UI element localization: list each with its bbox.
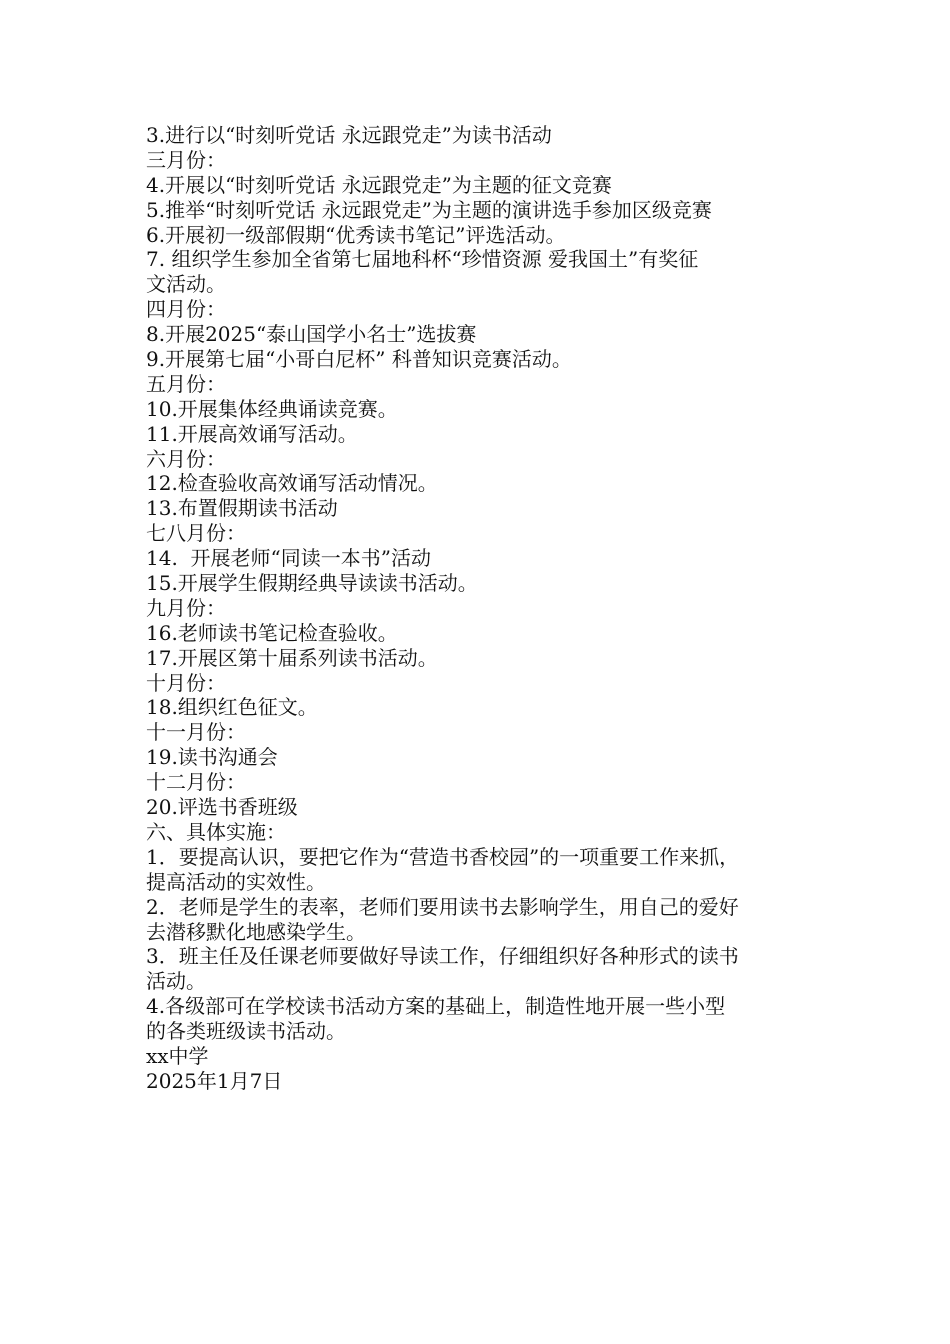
text-line: 十月份： [146, 670, 226, 695]
text-line: 3．班主任及任课老师要做好导读工作，仔细组织好各种形式的读书 [146, 944, 739, 969]
text-line: 7. 组织学生参加全省第七届地科杯“珍惜资源 爱我国土”有奖征 [146, 247, 699, 272]
text-line: 提高活动的实效性。 [146, 869, 326, 894]
text-line: 19.读书沟通会 [146, 745, 278, 770]
text-line: 14. 开展老师“同读一本书”活动 [146, 546, 431, 571]
text-line: 文活动。 [146, 272, 226, 297]
text-line: 七八月份： [146, 521, 246, 546]
text-line: 九月份： [146, 595, 226, 620]
text-line: 的各类班级读书活动。 [146, 1019, 346, 1044]
text-line: 4.开展以“时刻听党话 永远跟党走”为主题的征文竞赛 [146, 172, 612, 197]
text-line: 去潜移默化地感染学生。 [146, 919, 366, 944]
text-line: 5.推举“时刻听党话 永远跟党走”为主题的演讲选手参加区级竞赛 [146, 197, 712, 222]
text-line: 11.开展高效诵写活动。 [146, 421, 358, 446]
text-line: 4.各级部可在学校读书活动方案的基础上，制造性地开展一些小型 [146, 994, 726, 1019]
text-line: 2．老师是学生的表率，老师们要用读书去影响学生，用自己的爱好 [146, 894, 739, 919]
text-line: 六、具体实施： [146, 819, 286, 844]
document-body [146, 123, 826, 1094]
text-line: 9.开展第七届“小哥白尼杯” 科普知识竞赛活动。 [146, 347, 572, 372]
text-line: 10.开展集体经典诵读竞赛。 [146, 396, 398, 421]
text-line: 12.检查验收高效诵写活动情况。 [146, 471, 438, 496]
text-line: 1．要提高认识，要把它作为“营造书香校园”的一项重要工作来抓， [146, 844, 740, 869]
text-line: 三月份： [146, 147, 226, 172]
text-line: 3.进行以“时刻听党话 永远跟党走”为读书活动 [146, 123, 552, 147]
text-line: 15.开展学生假期经典导读读书活动。 [146, 571, 478, 596]
text-line: 2025年1月7日 [146, 1068, 283, 1093]
text-line: 六月份： [146, 446, 226, 471]
text-line: 四月份： [146, 297, 226, 322]
text-line: 五月份： [146, 371, 226, 396]
text-line: 活动。 [146, 969, 206, 994]
text-line: 6.开展初一级部假期“优秀读书笔记”评选活动。 [146, 222, 566, 247]
text-line: 20.评选书香班级 [146, 795, 298, 820]
text-line: 16.老师读书笔记检查验收。 [146, 620, 398, 645]
text-line: 17.开展区第十届系列读书活动。 [146, 645, 438, 670]
text-line: 13.布置假期读书活动 [146, 496, 338, 521]
text-line: 18.组织红色征文。 [146, 695, 318, 720]
text-line: xx中学 [146, 1043, 209, 1068]
text-line: 8.开展2025“泰山国学小名士”选拔赛 [146, 322, 477, 347]
text-line: 十二月份： [146, 770, 246, 795]
text-line: 十一月份： [146, 720, 246, 745]
